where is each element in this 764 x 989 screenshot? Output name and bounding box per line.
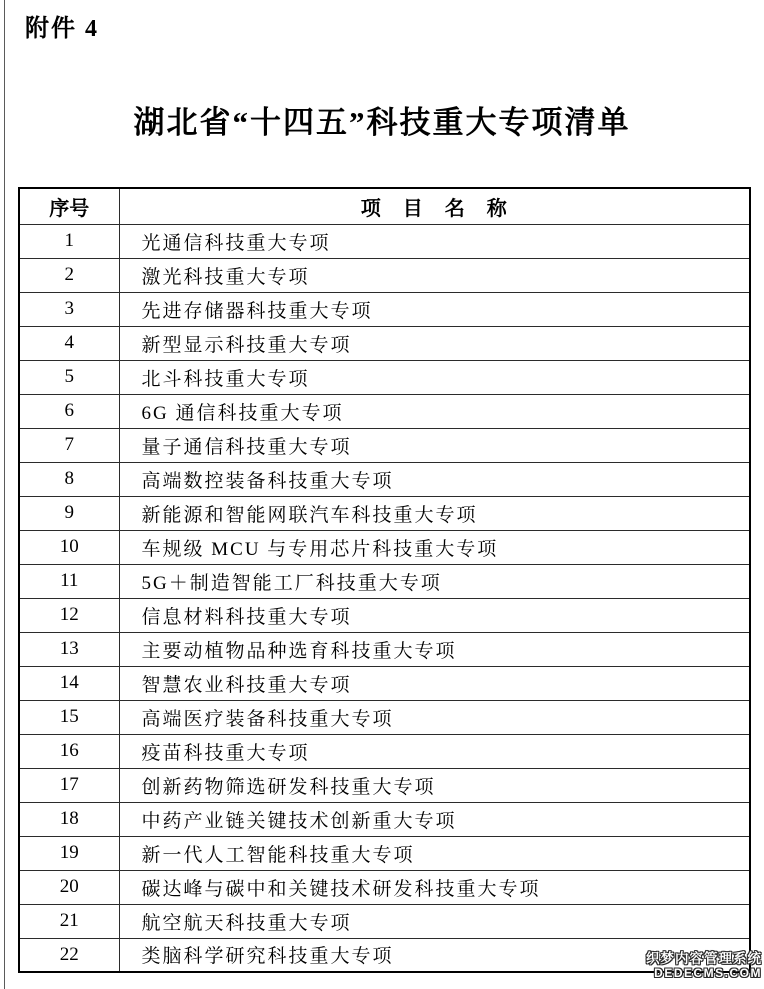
row-serial-number: 16 xyxy=(19,734,119,768)
table-row xyxy=(19,564,750,598)
row-project-name: 创新药物筛选研发科技重大专项 xyxy=(119,768,750,802)
table-body xyxy=(19,224,750,972)
row-project-name: 类脑科学研究科技重大专项 xyxy=(119,938,750,972)
row-serial-number: 14 xyxy=(19,666,119,700)
row-serial-number: 9 xyxy=(19,496,119,530)
row-project-name: 新能源和智能网联汽车科技重大专项 xyxy=(119,496,750,530)
watermark-chinese-text: 织梦内容管理系统 xyxy=(646,950,762,966)
table-row xyxy=(19,938,750,972)
row-project-name: 碳达峰与碳中和关键技术研发科技重大专项 xyxy=(119,870,750,904)
row-project-name: 新型显示科技重大专项 xyxy=(119,326,750,360)
row-project-name: 激光科技重大专项 xyxy=(119,258,750,292)
table-row xyxy=(19,258,750,292)
table-row xyxy=(19,326,750,360)
row-project-name: 量子通信科技重大专项 xyxy=(119,428,750,462)
row-project-name: 高端医疗装备科技重大专项 xyxy=(119,700,750,734)
row-project-name: 5G＋制造智能工厂科技重大专项 xyxy=(119,564,750,598)
table-row xyxy=(19,462,750,496)
row-serial-number: 8 xyxy=(19,462,119,496)
row-project-name: 光通信科技重大专项 xyxy=(119,224,750,258)
table-row xyxy=(19,292,750,326)
table-row xyxy=(19,428,750,462)
page-title: 湖北省“十四五”科技重大专项清单 xyxy=(133,105,631,140)
row-project-name: 疫苗科技重大专项 xyxy=(119,734,750,768)
page-left-edge-line xyxy=(4,0,5,989)
row-serial-number: 20 xyxy=(19,870,119,904)
row-project-name: 车规级 MCU 与专用芯片科技重大专项 xyxy=(119,530,750,564)
row-serial-number: 7 xyxy=(19,428,119,462)
row-serial-number: 11 xyxy=(19,564,119,598)
table-header-row xyxy=(19,188,750,224)
header-serial-number: 序号 xyxy=(19,188,119,224)
row-serial-number: 19 xyxy=(19,836,119,870)
table-row xyxy=(19,360,750,394)
row-serial-number: 1 xyxy=(19,224,119,258)
cms-watermark xyxy=(646,952,762,980)
row-serial-number: 13 xyxy=(19,632,119,666)
table-row xyxy=(19,632,750,666)
row-project-name: 主要动植物品种选育科技重大专项 xyxy=(119,632,750,666)
table-row xyxy=(19,870,750,904)
row-serial-number: 10 xyxy=(19,530,119,564)
table-row xyxy=(19,734,750,768)
row-serial-number: 17 xyxy=(19,768,119,802)
row-project-name: 智慧农业科技重大专项 xyxy=(119,666,750,700)
table-row xyxy=(19,394,750,428)
row-project-name: 新一代人工智能科技重大专项 xyxy=(119,836,750,870)
row-serial-number: 12 xyxy=(19,598,119,632)
table-row xyxy=(19,598,750,632)
table-row xyxy=(19,802,750,836)
row-serial-number: 2 xyxy=(19,258,119,292)
row-serial-number: 18 xyxy=(19,802,119,836)
projects-table xyxy=(18,187,751,973)
row-project-name: 北斗科技重大专项 xyxy=(119,360,750,394)
table-row xyxy=(19,904,750,938)
row-project-name: 中药产业链关键技术创新重大专项 xyxy=(119,802,750,836)
row-serial-number: 21 xyxy=(19,904,119,938)
table-row xyxy=(19,224,750,258)
table-row xyxy=(19,666,750,700)
attachment-label: 附件 4 xyxy=(25,16,99,42)
row-project-name: 先进存储器科技重大专项 xyxy=(119,292,750,326)
table-row xyxy=(19,530,750,564)
row-serial-number: 15 xyxy=(19,700,119,734)
row-project-name: 航空航天科技重大专项 xyxy=(119,904,750,938)
watermark-domain-text: DEDECMS.COM xyxy=(654,965,762,980)
row-serial-number: 4 xyxy=(19,326,119,360)
row-serial-number: 22 xyxy=(19,938,119,972)
row-project-name: 6G 通信科技重大专项 xyxy=(119,394,750,428)
row-serial-number: 5 xyxy=(19,360,119,394)
table-row xyxy=(19,768,750,802)
table-row xyxy=(19,496,750,530)
row-project-name: 信息材料科技重大专项 xyxy=(119,598,750,632)
row-project-name: 高端数控装备科技重大专项 xyxy=(119,462,750,496)
header-project-name: 项 目 名 称 xyxy=(119,188,750,224)
table-row xyxy=(19,836,750,870)
row-serial-number: 6 xyxy=(19,394,119,428)
row-serial-number: 3 xyxy=(19,292,119,326)
table-row xyxy=(19,700,750,734)
